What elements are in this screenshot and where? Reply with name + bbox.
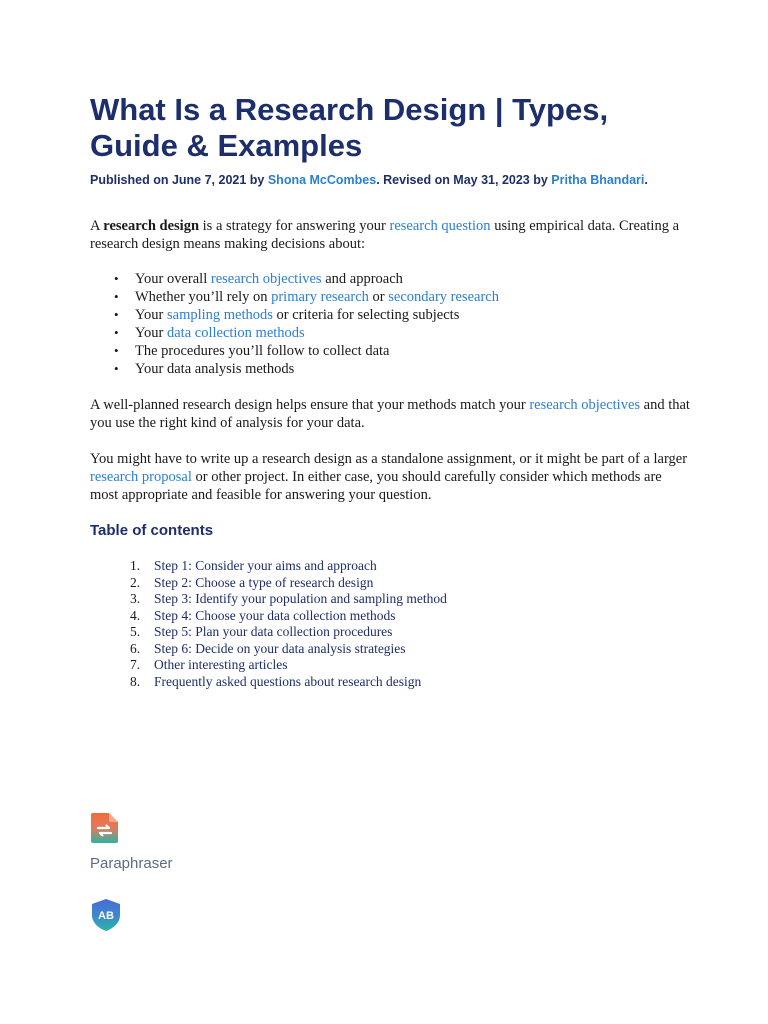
toc-item[interactable]: [90, 558, 690, 575]
toc-link[interactable]: Step 5: Plan your data collection procedures: [154, 624, 393, 639]
intro-term: research design: [103, 218, 200, 234]
toc-link[interactable]: Step 1: Consider your aims and approach: [154, 558, 377, 573]
decisions-list: [90, 270, 690, 378]
bullet-text: Whether you’ll rely on: [135, 289, 272, 305]
ab-shield-icon[interactable]: [90, 898, 122, 932]
intro-paragraph: [90, 217, 690, 253]
bullet-text: Your: [135, 307, 167, 323]
intro-mid: is a strategy for answering your: [199, 218, 390, 234]
toc-heading: Table of contents: [90, 522, 214, 539]
bullet-text: or: [368, 289, 389, 305]
title-line-2: Guide & Examples: [90, 128, 363, 163]
paragraph-proposal: [90, 450, 690, 504]
toc-item[interactable]: [90, 591, 690, 608]
toc-item[interactable]: [90, 624, 690, 641]
toc-number: 1.: [130, 558, 141, 573]
paraphraser-label[interactable]: Paraphraser: [90, 855, 173, 872]
toc-number: 4.: [130, 607, 141, 623]
toc-item[interactable]: [90, 657, 690, 674]
paraphraser-icon[interactable]: [90, 812, 119, 844]
para-text: You might have to write up a research design as a standalone assignment, or it might be part of a larger: [90, 451, 688, 467]
research-objectives-link[interactable]: research objectives: [210, 271, 322, 287]
para-text: and that you use the right kind of analysis for your data.: [90, 397, 690, 431]
research-proposal-link[interactable]: research proposal: [90, 469, 192, 485]
page-title: [90, 92, 690, 164]
list-item: [135, 288, 690, 306]
reviser-link[interactable]: Pritha Bhandari: [551, 173, 645, 187]
revised-text: . Revised on May 31, 2023 by: [376, 173, 552, 187]
list-item: • The procedures you’ll follow to collect data: [135, 342, 690, 360]
toc-link[interactable]: Step 6: Decide on your data analysis strategies: [154, 640, 406, 656]
list-item: [135, 270, 690, 288]
toc-item[interactable]: [90, 641, 690, 658]
para-text: or other project. In either case, you should carefully consider which methods are most appropriate and feasible for answering your question.: [90, 469, 662, 503]
research-question-link[interactable]: research question: [389, 218, 491, 234]
toc-link[interactable]: Frequently asked questions about research design: [154, 673, 422, 689]
research-objectives-link[interactable]: research objectives: [529, 397, 641, 413]
toc-number: 7.: [130, 657, 141, 672]
bullet-text: Your overall: [135, 271, 211, 287]
toc-item[interactable]: [90, 608, 690, 625]
toc-item[interactable]: [90, 674, 690, 691]
published-text: Published on June 7, 2021 by: [90, 173, 268, 187]
toc-number: 6.: [130, 640, 141, 656]
list-item: • Your data analysis methods: [135, 360, 690, 378]
toc-link[interactable]: Step 4: Choose your data collection methods: [154, 607, 396, 623]
byline: [90, 173, 690, 187]
toc-number: 3.: [130, 591, 141, 606]
paragraph-objectives: [90, 396, 690, 432]
list-item: [135, 324, 690, 342]
bullet-text: Your: [135, 325, 167, 341]
secondary-research-link[interactable]: secondary research: [388, 289, 499, 305]
bullet-text: or criteria for selecting subjects: [272, 307, 460, 323]
toc-link[interactable]: Step 3: Identify your population and sampling method: [154, 591, 447, 606]
author-link[interactable]: Shona McCombes: [267, 173, 377, 187]
toc-link[interactable]: Step 2: Choose a type of research design: [154, 574, 374, 590]
intro-a: A: [90, 218, 104, 234]
toc-number: 2.: [130, 574, 141, 590]
intro-end: using empirical data. Creating a research design means making decisions about:: [90, 218, 679, 252]
toc-item[interactable]: [90, 575, 690, 592]
toc-number: 8.: [130, 673, 141, 689]
ab-icon-text: AB: [98, 910, 114, 922]
data-collection-methods-link[interactable]: data collection methods: [166, 325, 305, 341]
table-of-contents: [90, 558, 690, 690]
byline-end: .: [644, 173, 648, 187]
para-text: A well-planned research design helps ensure that your methods match your: [90, 397, 530, 413]
list-item: [135, 306, 690, 324]
sampling-methods-link[interactable]: sampling methods: [166, 307, 273, 323]
toc-link[interactable]: Other interesting articles: [154, 657, 288, 672]
bullet-text: and approach: [321, 271, 403, 287]
title-line-1: What Is a Research Design | Types,: [90, 92, 609, 127]
primary-research-link[interactable]: primary research: [271, 289, 369, 305]
toc-number: 5.: [130, 624, 141, 639]
article: [90, 92, 690, 690]
